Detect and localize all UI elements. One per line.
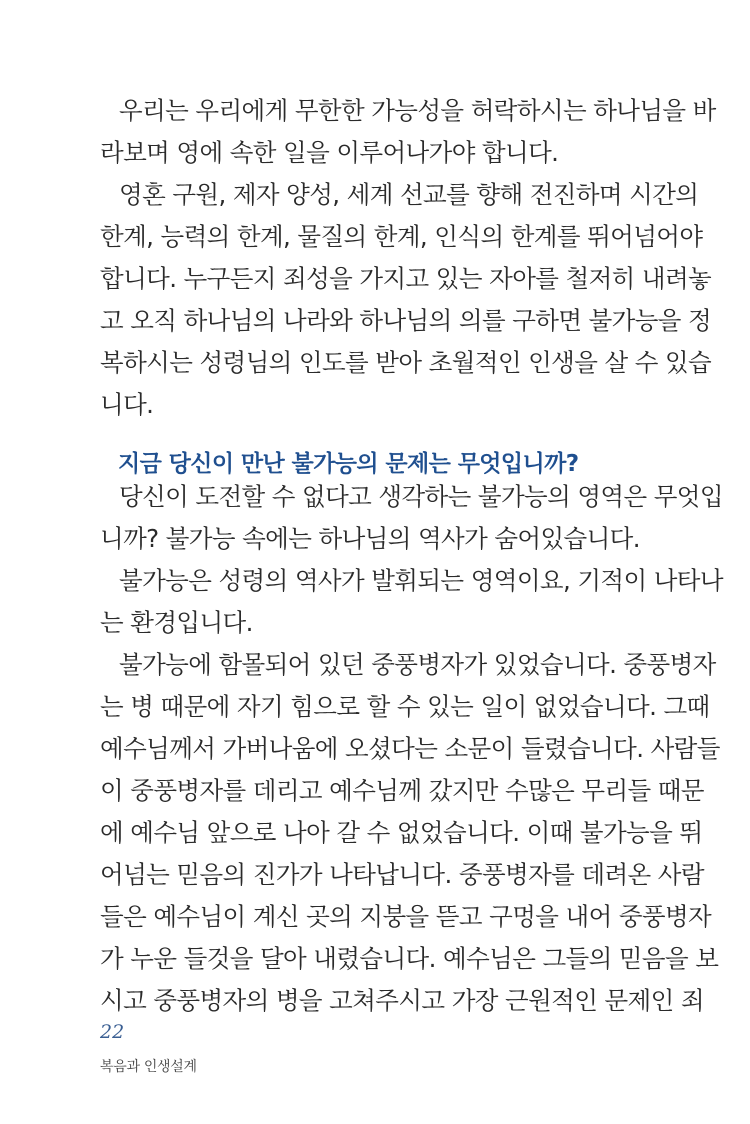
body-text-bottom: [100, 476, 723, 1022]
text-line: 고 오직 하나님의 나라와 하나님의 의를 구하면 불가능을 정: [100, 306, 712, 335]
section-heading: 지금 당신이 만난 불가능의 문제는 무엇입니까?: [118, 451, 579, 477]
body-text-top: [100, 90, 716, 426]
book-title-footer: 복음과 인생설계: [100, 1059, 197, 1075]
text-line: 불가능은 성령의 역사가 발휘되는 영역이요, 기적이 나타나: [119, 566, 723, 595]
text-line: 예수님께서 가버나움에 오셨다는 소문이 들렸습니다. 사람들: [100, 734, 720, 763]
text-line: 는 병 때문에 자기 힘으로 할 수 있는 일이 없었습니다. 그때: [100, 692, 710, 721]
text-line: 불가능에 함몰되어 있던 중풍병자가 있었습니다. 중풍병자: [119, 650, 716, 679]
text-line: 들은 예수님이 계신 곳의 지붕을 뜯고 구멍을 내어 중풍병자: [100, 902, 712, 931]
text-line: 라보며 영에 속한 일을 이루어나가야 합니다.: [100, 138, 559, 167]
text-line: 한계, 능력의 한계, 물질의 한계, 인식의 한계를 뛰어넘어야: [100, 222, 703, 251]
text-line: 는 환경입니다.: [100, 608, 253, 637]
text-line: 복하시는 성령님의 인도를 받아 초월적인 인생을 살 수 있습: [100, 348, 712, 377]
text-line: 시고 중풍병자의 병을 고쳐주시고 가장 근원적인 문제인 죄: [100, 986, 704, 1015]
text-line: 니다.: [100, 390, 154, 419]
text-line: 니까? 불가능 속에는 하나님의 역사가 숨어있습니다.: [100, 524, 640, 553]
text-line: 가 누운 들것을 달아 내렸습니다. 예수님은 그들의 믿음을 보: [100, 944, 719, 973]
text-line: 영혼 구원, 제자 양성, 세계 선교를 향해 전진하며 시간의: [119, 180, 699, 209]
page-number: 22: [100, 1021, 125, 1043]
text-line: 당신이 도전할 수 없다고 생각하는 불가능의 영역은 무엇입: [119, 482, 723, 511]
text-line: 우리는 우리에게 무한한 가능성을 허락하시는 하나님을 바: [119, 96, 716, 125]
text-line: 어넘는 믿음의 진가가 나타납니다. 중풍병자를 데려온 사람: [100, 860, 704, 889]
text-line: 합니다. 누구든지 죄성을 가지고 있는 자아를 철저히 내려놓: [100, 264, 712, 293]
text-line: 에 예수님 앞으로 나아 갈 수 없었습니다. 이때 불가능을 뛰: [100, 818, 703, 847]
text-line: 이 중풍병자를 데리고 예수님께 갔지만 수많은 무리들 때문: [100, 776, 704, 805]
